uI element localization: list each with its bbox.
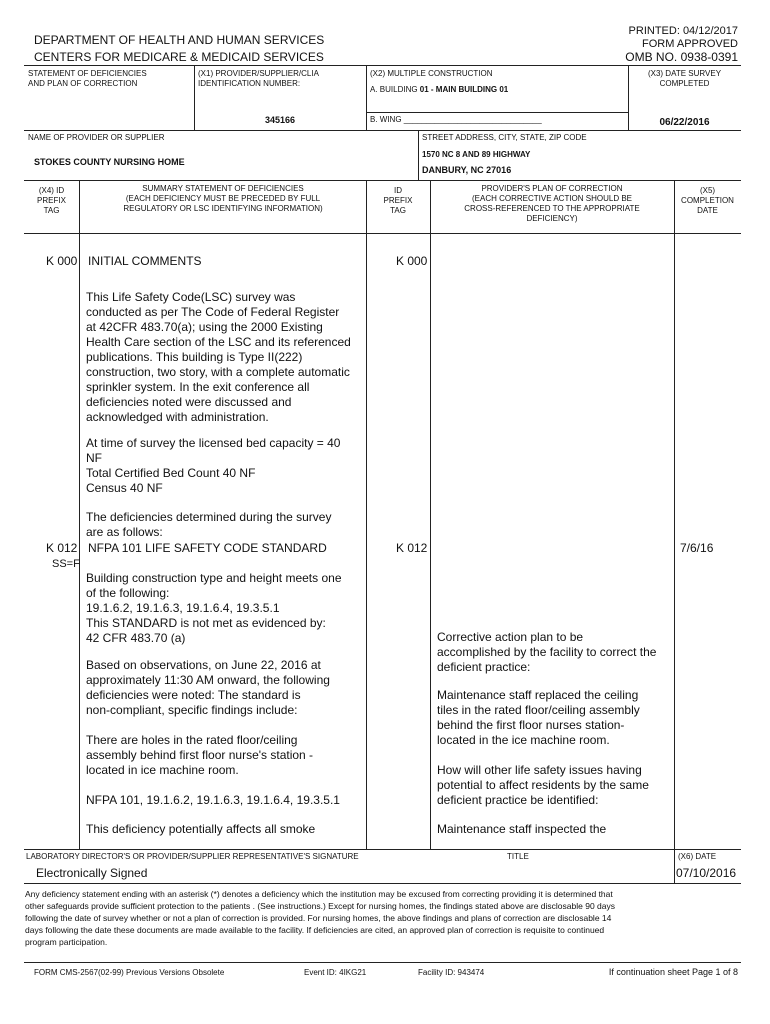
- building-label: A. BUILDING: [370, 85, 420, 94]
- divider: [418, 130, 419, 180]
- page-indicator: If continuation sheet Page 1 of 8: [608, 967, 738, 977]
- summary-header: SUMMARY STATEMENT OF DEFICIENCIES (EACH DEFICIENCY MUST BE PRECEDED BY FULL REGULATORY OR LSC IDENTIFYING INFORMATION): [123, 184, 323, 213]
- plan-header: PROVIDER'S PLAN OF CORRECTION (EACH CORRECTIVE ACTION SHOULD BE CROSS-REFERENCED TO THE APPROPRIATE DEFICIENCY): [464, 184, 640, 223]
- address-line1: 1570 NC 8 AND 89 HIGHWAY: [422, 150, 531, 159]
- building-value: 01 - MAIN BUILDING 01: [419, 85, 509, 94]
- plan-corrective-action: Corrective action plan to be accomplished by the facility to correct the deficient practice:: [437, 630, 657, 674]
- divider: [24, 130, 741, 131]
- omb-number: OMB NO. 0938-0391: [625, 50, 738, 64]
- title-label: TITLE: [507, 852, 529, 861]
- tag-k000: K 000: [46, 254, 78, 268]
- construction-paragraph: Building construction type and height meets one of the following: 19.1.6.2, 19.1.6.3, 19.1.6.4, 19.3.5.1 This STANDARD is not met as evidenced by: 42 CFR 483.70 (a): [86, 571, 342, 645]
- signature-label: LABORATORY DIRECTOR'S OR PROVIDER/SUPPLIER REPRESENTATIVE'S SIGNATURE: [26, 852, 359, 861]
- signature-date: 07/10/2016: [676, 866, 737, 880]
- plan-other-issues: How will other life safety issues having potential to affect residents by the same deficient practice be identified:: [437, 763, 649, 807]
- plan-maintenance-replaced: Maintenance staff replaced the ceiling tiles in the rated floor/ceiling assembly behind the first floor nurses station- located in the ice machine room.: [437, 688, 640, 747]
- divider: [24, 233, 741, 234]
- plan-maintenance-inspected: Maintenance staff inspected the: [437, 822, 607, 836]
- column-divider: [674, 180, 675, 849]
- scope-severity: SS=F: [52, 558, 80, 570]
- findings-paragraph: There are holes in the rated floor/ceiling assembly behind first floor nurse's station - located in ice machine room.: [86, 733, 314, 777]
- provider-label: NAME OF PROVIDER OR SUPPLIER: [28, 133, 165, 142]
- x1-label: (X1) PROVIDER/SUPPLIER/CLIA IDENTIFICATION NUMBER:: [198, 69, 319, 88]
- building-field: [370, 85, 508, 95]
- survey-paragraph: This Life Safety Code(LSC) survey was conducted as per The Code of Federal Register at 42CFR 483.70(a); using the 2000 Existing Health Care section of the LSC and its referenced publications. This building is Type II(222) construction, two story, with a complete automatic sprinkler system. In the exit conference all deficiencies noted were discussed and acknowledged with administration.: [86, 290, 351, 424]
- x5-header: (X5) COMPLETION DATE: [681, 186, 734, 215]
- printed-date: PRINTED: 04/12/2017: [628, 25, 738, 37]
- bed-capacity-paragraph: At time of survey the licensed bed capacity = 40 NF Total Certified Bed Count 40 NF Census 40 NF: [86, 436, 341, 495]
- department-title: DEPARTMENT OF HEALTH AND HUMAN SERVICES: [34, 33, 325, 47]
- x3-value: 06/22/2016: [659, 117, 710, 128]
- nfpa-reference: NFPA 101, 19.1.6.2, 19.1.6.3, 19.1.6.4, 19.3.5.1: [86, 793, 340, 807]
- id-header: ID PREFIX TAG: [383, 186, 413, 215]
- form-number: FORM CMS-2567(02-99) Previous Versions Obsolete: [34, 968, 225, 977]
- address-label: STREET ADDRESS, CITY, STATE, ZIP CODE: [422, 133, 587, 142]
- disclosure-notice: Any deficiency statement ending with an asterisk (*) denotes a deficiency which the institution may be excused from correcting providing it is determined that other safeguards provide sufficient protection to the patients . (See instructions.) Except for nursing homes, the findings stated above are disclosable 90 days following the date of survey whether or not a plan of correction is provided. For nursing homes, the above findings and plans of correction are disclosable 14 days following the date these documents are made available to the facility. If deficiencies are cited, an approved plan of correction is requisite to continued program participation.: [25, 889, 615, 947]
- x2-label: (X2) MULTIPLE CONSTRUCTION: [370, 69, 493, 78]
- tag-k000-right: K 000: [396, 254, 428, 268]
- x1-value: 345166: [264, 115, 296, 125]
- observations-paragraph: Based on observations, on June 22, 2016 at approximately 11:30 AM onward, the following deficiencies were noted: The standard is non-compliant, specific findings include:: [86, 658, 330, 717]
- divider: [366, 112, 628, 113]
- divider: [24, 180, 741, 181]
- address-line2: DANBURY, NC 27016: [422, 165, 512, 175]
- divider: [674, 849, 675, 883]
- divider: [24, 962, 741, 963]
- centers-title: CENTERS FOR MEDICARE & MEDICAID SERVICES: [34, 50, 324, 64]
- column-divider: [366, 180, 367, 849]
- x4-header: (X4) ID PREFIX TAG: [37, 186, 66, 215]
- tag-k012: K 012: [46, 541, 78, 555]
- deficiencies-paragraph: The deficiencies determined during the survey are as follows:: [86, 510, 332, 539]
- nfpa-title: NFPA 101 LIFE SAFETY CODE STANDARD: [88, 541, 327, 555]
- completion-date: 7/6/16: [680, 541, 714, 555]
- column-divider: [79, 180, 80, 849]
- divider: [24, 65, 741, 66]
- divider: [24, 849, 741, 850]
- tag-k012-right: K 012: [396, 541, 428, 555]
- facility-id: Facility ID: 943474: [418, 968, 485, 977]
- initial-comments-title: INITIAL COMMENTS: [88, 254, 202, 268]
- signature-value: Electronically Signed: [36, 866, 148, 880]
- affects-paragraph: This deficiency potentially affects all smoke: [86, 822, 316, 836]
- wing-label: B. WING _______________________________: [370, 115, 542, 124]
- x6-date-label: (X6) DATE: [678, 852, 717, 861]
- event-id: Event ID: 4IKG21: [304, 968, 367, 977]
- divider: [366, 65, 367, 130]
- statement-label: STATEMENT OF DEFICIENCIES AND PLAN OF CORRECTION: [28, 69, 147, 88]
- x3-label: (X3) DATE SURVEY COMPLETED: [647, 69, 722, 88]
- divider: [24, 883, 741, 884]
- column-divider: [430, 180, 431, 849]
- provider-name: STOKES COUNTY NURSING HOME: [34, 157, 185, 167]
- form-approved: FORM APPROVED: [642, 38, 738, 50]
